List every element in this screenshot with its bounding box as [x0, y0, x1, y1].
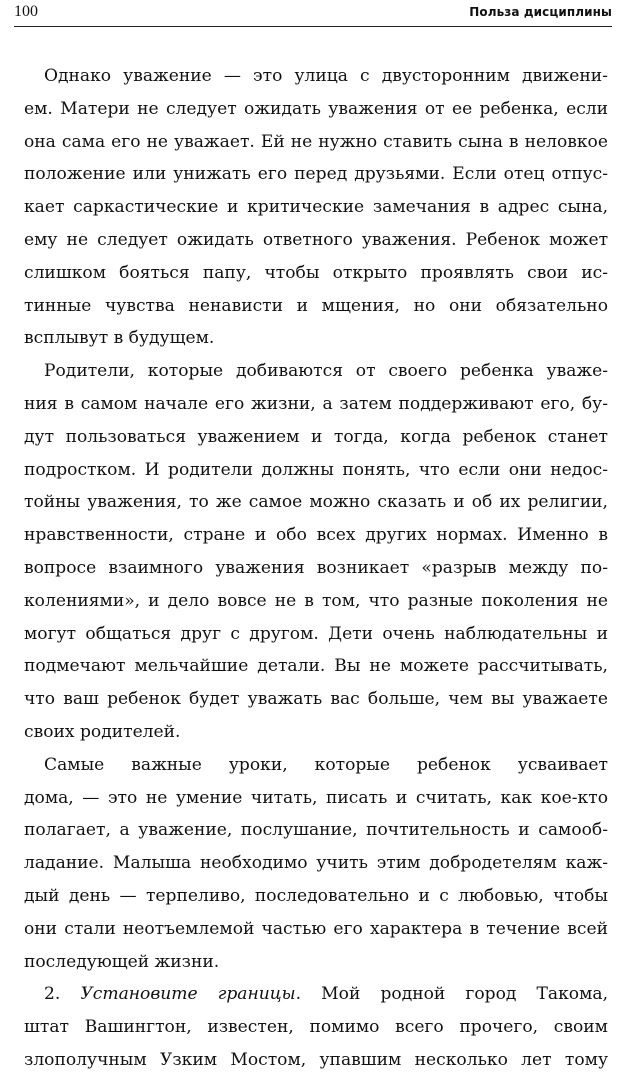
text-line: вопросе взаимного уважения возникает «разрыв между по-	[24, 557, 608, 578]
header-rule	[14, 26, 612, 27]
text-line: колениями», и дело вовсе не в том, что разные поколения не	[24, 590, 608, 611]
paragraph	[24, 978, 608, 1076]
text-line: штат Вашингтон, известен, помимо всего прочего, своим	[24, 1017, 608, 1038]
text-line: кает саркастические и критические замечания в адрес сына,	[24, 197, 609, 218]
page-header	[14, 0, 612, 26]
running-title: Польза дисциплины	[469, 5, 612, 19]
text-line: ния в самом начале его жизни, а затем поддерживают его, бу-	[24, 393, 609, 414]
text-run: Мой родной город Такома,	[301, 984, 609, 1005]
text-line: ладание. Малыша необходимо учить этим добродетелям каж-	[24, 853, 608, 874]
text-line: слишком бояться папу, чтобы открыто проявлять свои ис-	[24, 262, 608, 283]
text-line: они стали неотъемлемой частью его характера в течение всей	[24, 918, 609, 939]
text-line: что ваш ребенок будет уважать вас больше, чем вы уважаете	[24, 689, 608, 710]
text-line: подмечают мельчайшие детали. Вы не можете рассчитывать,	[24, 656, 608, 677]
text-line: положение или унижать его перед друзьями. Если отец отпус-	[24, 164, 608, 185]
page-number: 100	[14, 3, 38, 20]
italic-heading: Установите границы.	[80, 984, 302, 1005]
text-line: полагает, а уважение, послушание, почтительность и самооб-	[24, 820, 608, 841]
text-line: Однако уважение — это улица с двусторонним движени-	[44, 66, 608, 86]
text-line: могут общаться друг с другом. Дети очень наблюдательны и	[24, 623, 608, 644]
paragraph	[24, 749, 608, 979]
text-line	[24, 978, 608, 1011]
text-line: дома, — это не умение читать, писать и считать, как кое-кто	[24, 787, 608, 808]
text-line: ем. Матери не следует ожидать уважения от ее ребенка, если	[24, 98, 609, 119]
text-line: всплывут в будущем.	[24, 328, 215, 349]
body-text	[24, 60, 608, 1077]
text-line: нравственности, стране и обо всех других нормах. Именно в	[24, 525, 609, 546]
paragraph	[24, 355, 608, 749]
text-line: тинные чувства ненависти и мщения, но они обязательно	[24, 295, 608, 316]
text-line: подростком. И родители должны понять, что если они недос-	[24, 459, 608, 480]
list-number: 2.	[44, 984, 81, 1005]
text-line: Родители, которые добиваются от своего ребенка уваже-	[44, 361, 609, 382]
text-line: своих родителей.	[24, 721, 181, 742]
text-line: злополучным Узким Мостом, упавшим несколько лет тому	[24, 1049, 609, 1070]
text-line: Самые важные уроки, которые ребенок усваивает	[44, 754, 609, 775]
text-line: ему не следует ожидать ответного уважения. Ребенок может	[24, 229, 609, 250]
text-line: дут пользоваться уважением и тогда, когда ребенок станет	[24, 426, 608, 447]
text-line: тойны уважения, то же самое можно сказать и об их религии,	[24, 492, 608, 513]
text-line: дый день — терпеливо, последовательно и с любовью, чтобы	[24, 885, 609, 906]
text-line: последующей жизни.	[24, 951, 220, 972]
text-line: она сама его не уважает. Ей не нужно ставить сына в неловкое	[24, 131, 608, 152]
paragraph	[24, 60, 608, 355]
